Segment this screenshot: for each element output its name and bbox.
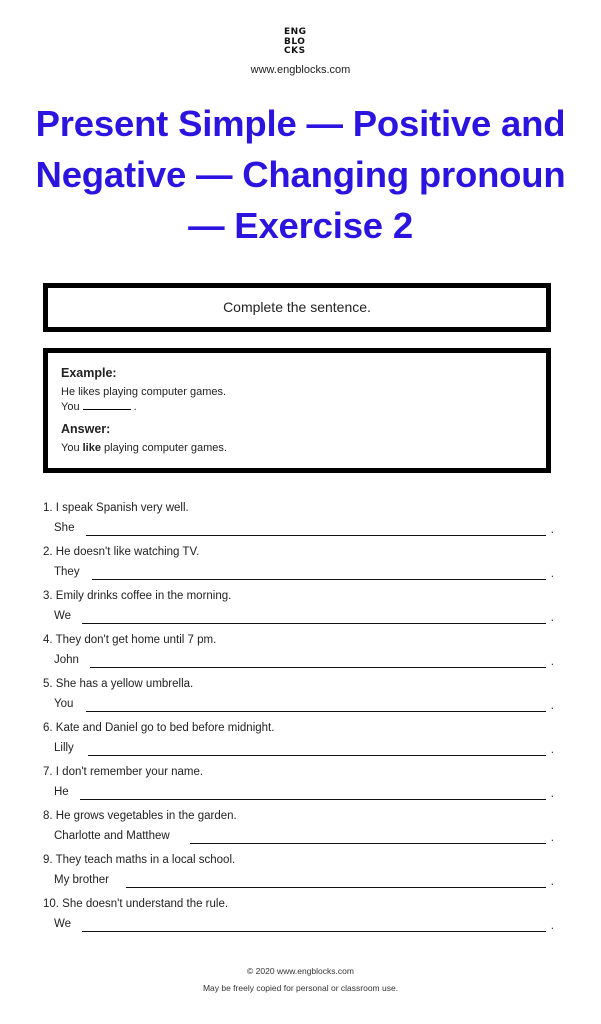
exercise-question: 6. Kate and Daniel go to bed before midnight. <box>43 722 275 734</box>
example-sentence: He likes playing computer games. <box>61 386 227 398</box>
answer-period: . <box>550 788 554 800</box>
exercise-item <box>43 810 558 854</box>
exercise-item <box>43 722 558 766</box>
exercise-item <box>43 546 558 590</box>
exercise-pronoun: Charlotte and Matthew <box>54 830 170 842</box>
answer-blank[interactable] <box>126 887 546 888</box>
example-prompt <box>61 401 227 413</box>
exercise-answer-line <box>54 610 558 624</box>
exercise-item <box>43 634 558 678</box>
answer-blank[interactable] <box>86 535 546 536</box>
exercise-pronoun: We <box>54 918 72 930</box>
answer-heading: Answer: <box>61 422 111 436</box>
answer-period: . <box>550 612 554 624</box>
exercise-answer-line <box>54 654 558 668</box>
exercise-list <box>43 502 558 942</box>
answer-bold: like <box>82 442 101 454</box>
answer-blank[interactable] <box>190 843 546 844</box>
exercise-item <box>43 898 558 942</box>
exercise-pronoun: You <box>54 698 74 710</box>
exercise-pronoun: He <box>54 786 69 798</box>
exercise-item <box>43 590 558 634</box>
exercise-answer-line <box>54 918 558 932</box>
footer-copyright: © 2020 www.engblocks.com <box>247 966 354 976</box>
example-prompt-end: . <box>133 401 137 413</box>
logo-line: ENG <box>284 27 307 37</box>
answer-period: . <box>550 832 554 844</box>
exercise-answer-line <box>54 522 558 536</box>
exercise-question: 9. They teach maths in a local school. <box>43 854 236 866</box>
exercise-answer-line <box>54 566 558 580</box>
instruction-box <box>43 283 551 332</box>
answer-period: . <box>550 876 554 888</box>
exercise-answer-line <box>54 698 558 712</box>
answer-blank[interactable] <box>82 623 546 624</box>
worksheet-title: Present Simple — Positive and Negative — Changing pronoun — Exercise 2 <box>35 103 566 246</box>
exercise-answer-line <box>54 742 558 756</box>
logo-line: BLO <box>284 36 306 47</box>
exercise-answer-line <box>54 830 558 844</box>
site-url: www.engblocks.com <box>250 64 351 76</box>
footer-license: May be freely copied for personal or classroom use. <box>202 983 399 993</box>
answer-period: . <box>550 700 554 712</box>
answer-blank[interactable] <box>90 667 546 668</box>
answer-period: . <box>550 744 554 756</box>
answer-after: playing computer games. <box>100 442 227 454</box>
answer-period: . <box>550 920 554 932</box>
exercise-item <box>43 678 558 722</box>
exercise-question: 5. She has a yellow umbrella. <box>43 678 194 690</box>
exercise-item <box>43 502 558 546</box>
example-blank <box>83 401 131 410</box>
answer-blank[interactable] <box>82 931 546 932</box>
exercise-question: 7. I don't remember your name. <box>43 766 204 778</box>
exercise-pronoun: John <box>54 654 79 666</box>
exercise-pronoun: Lilly <box>54 742 74 754</box>
example-heading: Example: <box>61 366 117 380</box>
engblocks-logo <box>284 28 318 58</box>
exercise-question: 1. I speak Spanish very well. <box>43 502 189 514</box>
answer-before: You <box>61 442 83 454</box>
answer-sentence <box>61 442 227 454</box>
example-prompt-pronoun: You <box>61 401 80 413</box>
exercise-answer-line <box>54 874 558 888</box>
answer-blank[interactable] <box>88 755 546 756</box>
exercise-pronoun: We <box>54 610 72 622</box>
instruction-text: Complete the sentence. <box>223 299 371 315</box>
exercise-question: 8. He grows vegetables in the garden. <box>43 810 237 822</box>
exercise-question: 2. He doesn't like watching TV. <box>43 546 200 558</box>
exercise-item <box>43 854 558 898</box>
exercise-question: 4. They don't get home until 7 pm. <box>43 634 217 646</box>
answer-blank[interactable] <box>80 799 546 800</box>
answer-blank[interactable] <box>86 711 546 712</box>
answer-blank[interactable] <box>92 579 546 580</box>
answer-period: . <box>550 656 554 668</box>
exercise-answer-line <box>54 786 558 800</box>
exercise-item <box>43 766 558 810</box>
exercise-pronoun: She <box>54 522 75 534</box>
exercise-pronoun: They <box>54 566 80 578</box>
example-box <box>43 348 551 473</box>
exercise-pronoun: My brother <box>54 874 109 886</box>
logo-line: CKS <box>284 46 306 56</box>
exercise-question: 3. Emily drinks coffee in the morning. <box>43 590 232 602</box>
answer-period: . <box>550 568 554 580</box>
exercise-question: 10. She doesn't understand the rule. <box>43 898 229 910</box>
answer-period: . <box>550 524 554 536</box>
